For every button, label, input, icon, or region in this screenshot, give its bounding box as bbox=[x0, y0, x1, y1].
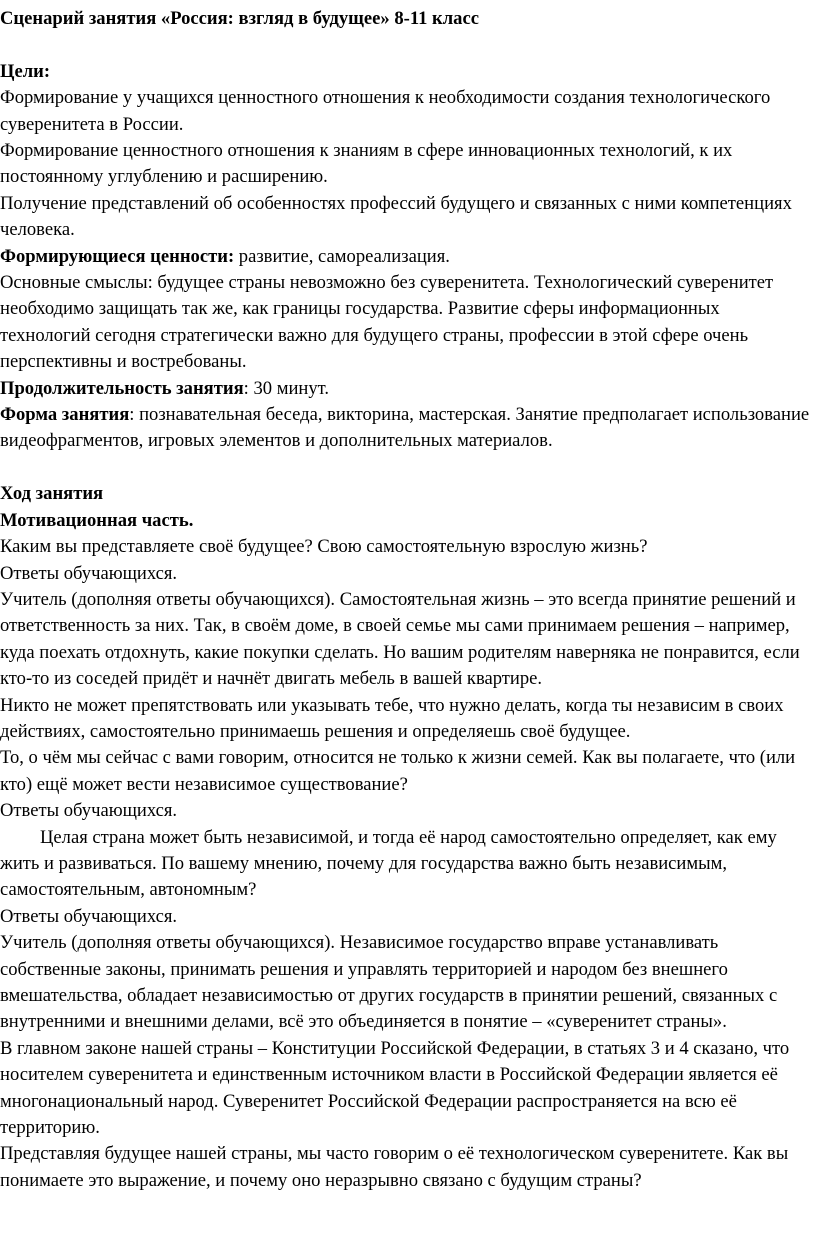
format-paragraph bbox=[0, 402, 812, 455]
course-paragraph: Никто не может препятствовать или указывать тебе, что нужно делать, когда ты независим в своих действиях, самостоятельно принимаешь решения и определяешь своё будущее. bbox=[0, 694, 784, 742]
course-paragraph: Ответы обучающихся. bbox=[0, 800, 178, 822]
blank-line bbox=[0, 455, 812, 481]
goals-heading: Цели: bbox=[0, 60, 51, 82]
course-paragraph: В главном законе нашей страны – Конституции Российской Федерации, в статьях 3 и 4 сказано, что носителем суверенитета и единственным источником власти в Российской Федерации является её многонациональный народ. Суверенитет Российской Федерации распространяется на всю её территорию. bbox=[0, 1037, 790, 1139]
duration-label: Продолжительность занятия bbox=[0, 377, 244, 399]
course-paragraph: Учитель (дополняя ответы обучающихся). Самостоятельная жизнь – это всегда принятие решений и ответственность за них. Так, в своём доме, в своей семье мы сами принимаем решения – например, куда поехать отдохнуть, какие покупки сделать. Но вашим родителям наверняка не понравится, если кто-то из соседей придёт и начнёт двигать мебель в вашей квартире. bbox=[0, 588, 800, 690]
course-subheading: Мотивационная часть. bbox=[0, 509, 194, 531]
duration-paragraph bbox=[0, 376, 812, 402]
values-text: развитие, самореализация. bbox=[234, 245, 450, 267]
blank-line bbox=[0, 32, 812, 58]
course-paragraph: Ответы обучающихся. bbox=[0, 905, 178, 927]
goal-item: Формирование у учащихся ценностного отношения к необходимости создания технологического суверенитета в России. bbox=[0, 87, 771, 135]
course-paragraph: Представляя будущее нашей страны, мы часто говорим о её технологическом суверенитете. Как вы понимаете это выражение, и почему оно неразрывно связано с будущим страны? bbox=[0, 1143, 789, 1191]
course-paragraph: Учитель (дополняя ответы обучающихся). Независимое государство вправе устанавливать собственные законы, принимать решения и управлять территорией и народом без внешнего вмешательства, обладает независимостью от других государств в принятии решений, связанных с внутренними и внешними делами, всё это объединяется в понятие – «суверенитет страны». bbox=[0, 932, 778, 1033]
format-label: Форма занятия bbox=[0, 404, 130, 426]
meanings-paragraph: Основные смыслы: будущее страны невозможно без суверенитета. Технологический суверенитет необходимо защищать так же, как границы государства. Развитие сферы информационных технологий сегодня стратегически важно для будущего страны, профессии в этой сфере очень перспективны и востребованы. bbox=[0, 272, 774, 373]
format-text: : познавательная беседа, викторина, мастерская. Занятие предполагает использование видеофрагментов, игровых элементов и дополнительных материалов. bbox=[0, 404, 810, 452]
document-page bbox=[0, 6, 812, 1194]
course-heading: Ход занятия bbox=[0, 483, 104, 505]
goal-item: Формирование ценностного отношения к знаниям в сфере инновационных технологий, к их постоянному углублению и расширению. bbox=[0, 140, 733, 188]
course-paragraph: Целая страна может быть независимой, и тогда её народ самостоятельно определяет, как ему жить и развиваться. По вашему мнению, почему для государства важно быть независимым, самостоятельным, автономным? bbox=[0, 826, 777, 901]
goal-item: Получение представлений об особенностях профессий будущего и связанных с ними компетенциях человека. bbox=[0, 192, 792, 241]
course-paragraph: Ответы обучающихся. bbox=[0, 562, 178, 584]
values-label: Формирующиеся ценности: bbox=[0, 245, 235, 267]
values-paragraph bbox=[0, 244, 812, 270]
duration-text: : 30 минут. bbox=[243, 377, 330, 399]
course-paragraph: Каким вы представляете своё будущее? Свою самостоятельную взрослую жизнь? bbox=[0, 536, 648, 558]
document-title: Сценарий занятия «Россия: взгляд в будущее» 8-11 класс bbox=[0, 8, 479, 29]
course-paragraph: То, о чём мы сейчас с вами говорим, относится не только к жизни семей. Как вы полагаете, что (или кто) ещё может вести независимое существование? bbox=[0, 747, 796, 795]
